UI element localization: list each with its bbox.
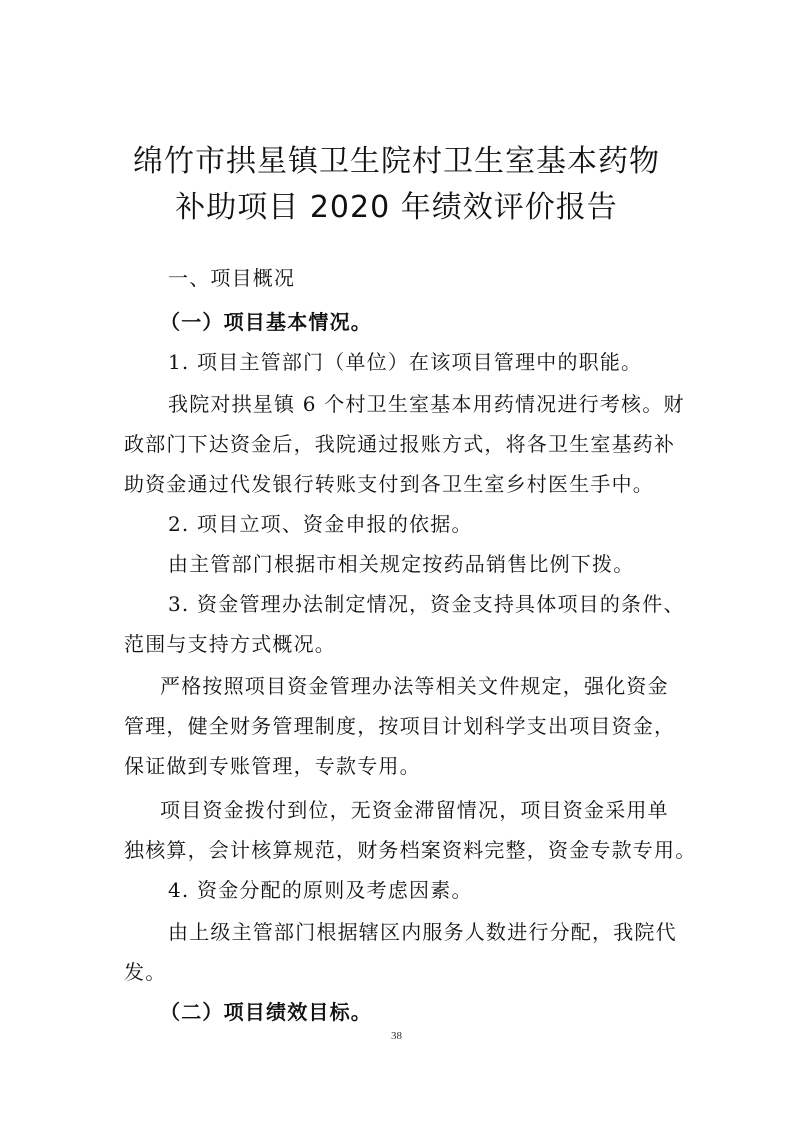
paragraph-3-line-1: 严格按照项目资金管理办法等相关文件规定，强化资金 [160, 674, 669, 698]
subsection-heading-basic-info: （一）项目基本情况。 [160, 310, 372, 334]
paragraph-4-line-1: 项目资金拨付到位，无资金滞留情况，项目资金采用单 [160, 798, 669, 822]
paragraph-5-line-1: 由上级主管部门根据辖区内服务人数进行分配，我院代 [168, 920, 677, 944]
item-heading-3-line-1: 3. 资金管理办法制定情况，资金支持具体项目的条件、 [168, 592, 685, 616]
paragraph-2-line-1: 由主管部门根据市相关规定按药品销售比例下拨。 [168, 552, 635, 576]
paragraph-1-line-1: 我院对拱星镇 6 个村卫生室基本用药情况进行考核。财 [168, 392, 685, 416]
subsection-heading-performance-goals: （二）项目绩效目标。 [160, 1000, 372, 1024]
document-title-line1: 绵竹市拱星镇卫生院村卫生室基本药物 [133, 144, 660, 179]
paragraph-3-line-3: 保证做到专账管理，专款专用。 [124, 754, 421, 778]
section-heading-overview: 一、项目概况 [168, 266, 296, 290]
item-heading-3-line-2: 范围与支持方式概况。 [124, 632, 336, 656]
paragraph-3-line-2: 管理，健全财务管理制度，按项目计划科学支出项目资金， [124, 714, 676, 738]
paragraph-5-line-2: 发。 [124, 960, 167, 984]
paragraph-4-line-2: 独核算，会计核算规范，财务档案资料完整，资金专款专用。 [124, 838, 697, 862]
item-heading-1: 1. 项目主管部门（单位）在该项目管理中的职能。 [168, 350, 643, 374]
paragraph-1-line-3: 助资金通过代发银行转账支付到各卫生室乡村医生手中。 [124, 472, 654, 496]
paragraph-1-line-2: 政部门下达资金后，我院通过报账方式，将各卫生室基药补 [124, 432, 676, 456]
page-number: 38 [391, 1030, 402, 1042]
item-heading-4: 4. 资金分配的原则及考虑因素。 [168, 878, 473, 902]
document-title-line2: 补助项目 2020 年绩效评价报告 [175, 190, 618, 225]
item-heading-2: 2. 项目立项、资金申报的依据。 [168, 512, 473, 536]
